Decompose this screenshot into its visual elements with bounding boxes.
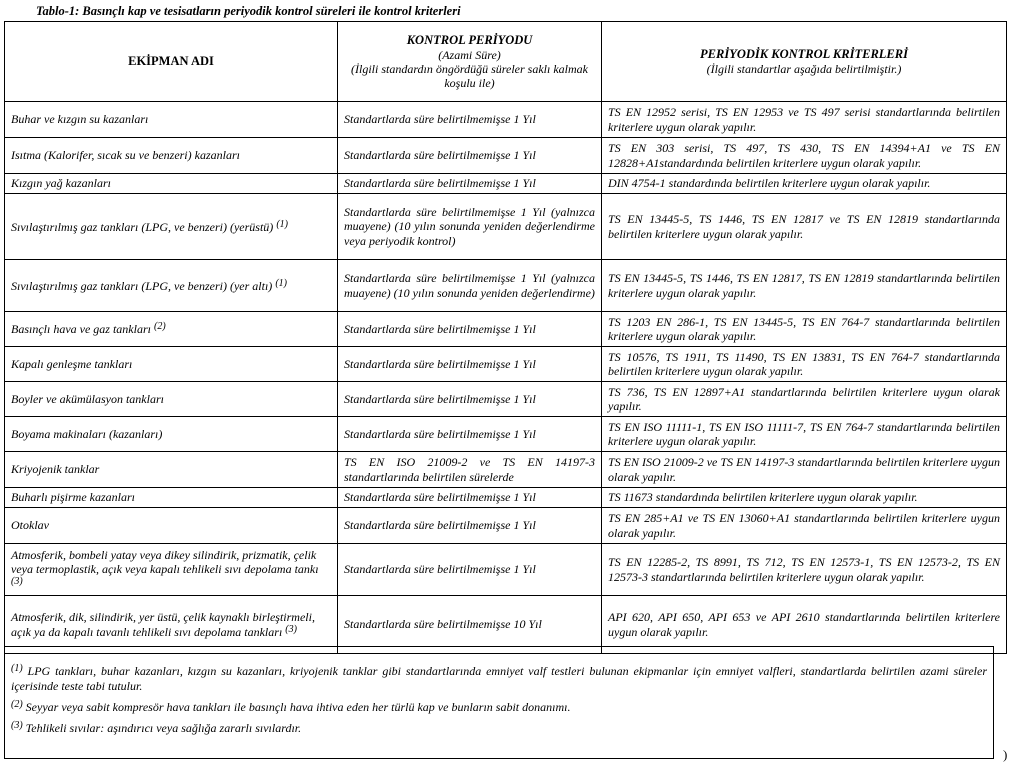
header-criteria [602,22,1007,102]
control-period-cell: Standartlarda süre belirtilmemişse 1 Yıl [338,347,602,382]
equipment-name: Buhar ve kızgın su kazanları [11,112,149,127]
table-row [5,138,1007,174]
table-row [5,102,1007,138]
control-period-cell: Standartlarda süre belirtilmemişse 1 Yıl [338,544,602,596]
control-period-cell: Standartlarda süre belirtilmemişse 1 Yıl [338,417,602,452]
footnote-mark: (1) [11,663,23,674]
control-criteria-cell: TS 1203 EN 286-1, TS EN 13445-5, TS EN 764-7 standartlarında belirtilen kriterlere uygun olarak yapılır. [602,312,1007,347]
equipment-name: Boyama makinaları (kazanları) [11,426,163,441]
control-period-cell: Standartlarda süre belirtilmemişse 1 Yıl (yalnızca muayene) (10 yılın sonunda yeniden değerlendirme veya periyodik kontrol) [338,194,602,260]
table-row [5,596,1007,654]
table-row [5,260,1007,312]
footnote-ref: (2) [153,321,166,333]
control-period-cell: Standartlarda süre belirtilmemişse 1 Yıl [338,312,602,347]
control-criteria-cell: TS EN 13445-5, TS 1446, TS EN 12817 ve TS EN 12819 standartlarında belirtilen kriterlere uygun olarak yapılır. [602,194,1007,260]
equipment-cell [5,347,338,382]
equipment-cell [5,417,338,452]
equipment-name: Isıtma (Kalorifer, sıcak su ve benzeri) kazanları [11,148,240,163]
header-equipment [5,22,338,102]
footnote-ref: (1) [276,218,288,230]
table-row [5,312,1007,347]
equipment-cell [5,102,338,138]
control-criteria-cell: TS EN 303 serisi, TS 497, TS 430, TS EN 14394+A1 ve TS EN 12828+A1standardında belirtilen kriterlere uygun olarak yapılır. [602,138,1007,174]
footnote-ref: (1) [275,277,287,289]
control-period-cell: Standartlarda süre belirtilmemişse 10 Yıl [338,596,602,654]
corner-mark: ) [1003,747,1008,762]
control-period-cell: TS EN ISO 21009-2 ve TS EN 14197-3 standartlarında belirtilen sürelerde [338,452,602,488]
control-period-cell: Standartlarda süre belirtilmemişse 1 Yıl [338,382,602,417]
equipment-cell [5,260,338,312]
equipment-cell [5,452,338,488]
footnote-text: Tehlikeli sıvılar: aşındırıcı veya sağlığa zararlı sıvılardır. [25,721,302,735]
footnote-text: Seyyar veya sabit kompresör hava tankları ile basınçlı hava ihtiva eden her türlü kap ve bunların sabit donanımı. [25,700,571,714]
control-criteria-cell: API 620, API 650, API 653 ve API 2610 standartlarında belirtilen kriterlere uygun olarak yapılır. [602,596,1007,654]
footnote-mark: (2) [11,699,23,710]
table-row [5,508,1007,544]
control-period-cell: Standartlarda süre belirtilmemişse 1 Yıl (yalnızca muayene) (10 yılın sonunda yeniden değerlendirme) [338,260,602,312]
equipment-name: Buharlı pişirme kazanları [11,490,136,505]
equipment-cell [5,544,338,596]
table-caption: Tablo-1: Basınçlı kap ve tesisatların periyodik kontrol süreleri ile kontrol kriterleri [36,4,461,18]
equipment-name: Atmosferik, dik, silindirik, yer üstü, çelik kaynaklı birleştirmeli, açık ya da kapalı tavanlı tehlikeli sıvı depolama tankları [11,609,315,639]
equipment-cell [5,596,338,654]
header-criteria-sub: (İlgili standartlar aşağıda belirtilmiştir.) [706,61,902,76]
table-row [5,174,1007,194]
equipment-cell [5,382,338,417]
equipment-name: Sıvılaştırılmış gaz tankları (LPG, ve benzeri) (yerüstü) [11,219,274,234]
control-criteria-cell: TS EN 12285-2, TS 8991, TS 712, TS EN 12573-1, TS EN 12573-2, TS EN 12573-3 standartlarında belirtilen kriterlere uygun olarak yapılır. [602,544,1007,596]
control-period-cell: Standartlarda süre belirtilmemişse 1 Yıl [338,102,602,138]
header-period-note: (İlgili standardın öngördüğü süreler saklı kalmak koşulu ile) [351,61,588,90]
footnote [11,720,987,736]
header-equipment-label: EKİPMAN ADI [128,54,214,69]
equipment-name: Sıvılaştırılmış gaz tankları (LPG, ve benzeri) (yer altı) [11,278,273,293]
equipment-cell [5,312,338,347]
table-row [5,417,1007,452]
table-row [5,544,1007,596]
equipment-name: Kapalı genleşme tankları [11,356,133,371]
control-criteria-cell: TS EN 13445-5, TS 1446, TS EN 12817, TS EN 12819 standartlarında belirtilen kriterlere uygun olarak yapılır. [602,260,1007,312]
control-period-cell: Standartlarda süre belirtilmemişse 1 Yıl [338,508,602,544]
equipment-cell [5,174,338,194]
control-criteria-cell: TS EN ISO 21009-2 ve TS EN 14197-3 standartlarında belirtilen kriterlere uygun olarak yapılır. [602,452,1007,488]
periodic-control-table [4,21,1007,654]
equipment-cell [5,488,338,508]
equipment-name: Boyler ve akümülasyon tankları [11,391,164,406]
footnote-ref: (3) [11,576,23,588]
control-period-cell: Standartlarda süre belirtilmemişse 1 Yıl [338,488,602,508]
control-criteria-cell: TS EN 12952 serisi, TS EN 12953 ve TS 497 serisi standartlarında belirtilen kriterlere uygun olarak yapılır. [602,102,1007,138]
equipment-cell [5,138,338,174]
equipment-name: Kriyojenik tanklar [11,462,100,477]
table-row [5,194,1007,260]
header-row [5,22,1007,102]
footnote-text: LPG tankları, buhar kazanları, kızgın su kazanları, kriyojenik tanklar gibi standartlarında emniyet valf testleri bulunan ekipmanlar için emniyet valfleri, standartlarda belirtilen azami süreler içerisinde teste tabi tutulur. [11,664,987,693]
equipment-name: Atmosferik, bombeli yatay veya dikey silindirik, prizmatik, çelik veya termoplastik, açık veya kapalı tehlikeli sıvı depolama tankı [11,547,319,576]
equipment-cell [5,194,338,260]
table-row [5,488,1007,508]
header-period [338,22,602,102]
control-period-cell: Standartlarda süre belirtilmemişse 1 Yıl [338,174,602,194]
table-row [5,452,1007,488]
control-period-cell: Standartlarda süre belirtilmemişse 1 Yıl [338,138,602,174]
footnote-mark: (3) [11,720,23,731]
footnote [11,663,987,694]
footnote [11,699,987,715]
control-criteria-cell: DIN 4754-1 standardında belirtilen kriterlere uygun olarak yapılır. [602,174,1007,194]
header-criteria-title: PERİYODİK KONTROL KRİTERLERİ [700,47,908,62]
control-criteria-cell: TS EN 285+A1 ve TS EN 13060+A1 standartlarında belirtilen kriterlere uygun olarak yapılır. [602,508,1007,544]
table-row [5,382,1007,417]
footnotes-box [4,646,994,759]
equipment-cell [5,508,338,544]
table-row [5,347,1007,382]
header-period-title: KONTROL PERİYODU [406,32,533,47]
control-criteria-cell: TS 736, TS EN 12897+A1 standartlarında belirtilen kriterlere uygun olarak yapılır. [602,382,1007,417]
header-period-sub: (Azami Süre) [438,47,501,62]
footnote-ref: (3) [285,624,297,635]
equipment-name: Basınçlı hava ve gaz tankları [11,322,151,337]
control-criteria-cell: TS 11673 standardında belirtilen kriterlere uygun olarak yapılır. [602,488,1007,508]
control-criteria-cell: TS 10576, TS 1911, TS 11490, TS EN 13831, TS EN 764-7 standartlarında belirtilen kriterlere uygun olarak yapılır. [602,347,1007,382]
control-criteria-cell: TS EN ISO 11111-1, TS EN ISO 11111-7, TS EN 764-7 standartlarında belirtilen kriterlere uygun olarak yapılır. [602,417,1007,452]
equipment-name: Otoklav [11,518,49,533]
equipment-name: Kızgın yağ kazanları [11,176,112,191]
